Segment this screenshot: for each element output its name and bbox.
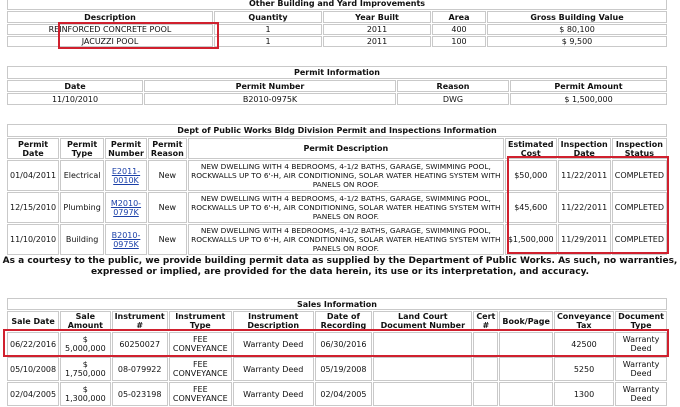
permit-description: NEW DWELLING WITH 4 BEDROOMS, 4-1/2 BATHS, GARAGE, SWIMMING POOL, ROCKWALLS UP TO 6'-H, AIR CONDITIONING, SOLAR WATER HEATING SYSTEM WITH PANELS ON ROOF. [188, 192, 504, 223]
col-header: Permit Reason [148, 138, 187, 159]
permit-type: Electrical [60, 160, 104, 191]
cell: 02/04/2005 [7, 382, 59, 406]
permit-number-link[interactable]: M2010-0797K [110, 198, 142, 217]
inspection-date: 11/29/2011 [558, 224, 611, 255]
cell: FEE CONVEYANCE [169, 332, 232, 356]
section-title: Permit Information [7, 66, 667, 79]
col-header: Permit Number [144, 80, 396, 92]
col-header: Reason [397, 80, 509, 92]
cell [373, 357, 472, 381]
cell: 2011 [323, 24, 431, 35]
cell: FEE CONVEYANCE [169, 357, 232, 381]
cell: 05/10/2008 [7, 357, 59, 381]
col-header: Permit Type [60, 138, 104, 159]
permit-description: NEW DWELLING WITH 4 BEDROOMS, 4-1/2 BATHS, GARAGE, SWIMMING POOL, ROCKWALLS UP TO 6'-H, AIR CONDITIONING, SOLAR WATER HEATING SYSTEM WITH PANELS ON ROOF. [188, 224, 504, 255]
cell: Warranty Deed [233, 382, 314, 406]
col-header: Gross Building Value [487, 11, 667, 23]
cell: 05-023198 [112, 382, 168, 406]
cell: 1 [214, 24, 322, 35]
section-title: Other Building and Yard Improvements [7, 0, 667, 10]
cell: Warranty Deed [615, 382, 667, 406]
inspection-status: COMPLETED [612, 192, 667, 223]
table-row [7, 93, 667, 105]
section-title: Sales Information [7, 298, 667, 310]
col-header: Land Court Document Number [373, 311, 472, 331]
col-header: Permit Date [7, 138, 59, 159]
permit-date: 01/04/2011 [7, 160, 59, 191]
outbuildings-table [6, 0, 668, 48]
table-row [7, 332, 667, 356]
cell: 08-079922 [112, 357, 168, 381]
cell: 60250027 [112, 332, 168, 356]
table-row [7, 160, 667, 191]
table-row [7, 224, 667, 255]
cell: $ 80,100 [487, 24, 667, 35]
col-header: Sale Date [7, 311, 59, 331]
cell: Warranty Deed [615, 357, 667, 381]
cell [499, 357, 553, 381]
cell: REINFORCED CONCRETE POOL [7, 24, 213, 35]
col-header: Sale Amount [60, 311, 110, 331]
cell [473, 357, 498, 381]
cell: $ 1,300,000 [60, 382, 110, 406]
col-header: Estimated Cost [505, 138, 557, 159]
cell: Warranty Deed [615, 332, 667, 356]
cell [473, 332, 498, 356]
cell: $ 1,750,000 [60, 357, 110, 381]
inspection-date: 11/22/2011 [558, 160, 611, 191]
section-title: Dept of Public Works Bldg Division Permit and Inspections Information [7, 124, 667, 137]
permit-date: 11/10/2010 [7, 224, 59, 255]
cell: B2010-0975K [144, 93, 396, 105]
col-header: Year Built [323, 11, 431, 23]
table-row [7, 357, 667, 381]
cell: 05/19/2008 [315, 357, 373, 381]
estimated-cost: $50,000 [505, 160, 557, 191]
cell: 1 [214, 36, 322, 47]
estimated-cost: $45,600 [505, 192, 557, 223]
cell: Warranty Deed [233, 357, 314, 381]
cell: 5250 [554, 357, 614, 381]
permit-description: NEW DWELLING WITH 4 BEDROOMS, 4-1/2 BATHS, GARAGE, SWIMMING POOL, ROCKWALLS UP TO 6'-H, AIR CONDITIONING, SOLAR WATER HEATING SYSTEM WITH PANELS ON ROOF. [188, 160, 504, 191]
permit-info-table [6, 65, 668, 106]
inspection-status: COMPLETED [612, 160, 667, 191]
cell [499, 332, 553, 356]
estimated-cost: $1,500,000 [505, 224, 557, 255]
cell: 400 [432, 24, 486, 35]
col-header: Date of Recording [315, 311, 373, 331]
col-header: Permit Amount [510, 80, 667, 92]
col-header: Area [432, 11, 486, 23]
col-header: Book/Page [499, 311, 553, 331]
permit-date: 12/15/2010 [7, 192, 59, 223]
col-header: Instrument # [112, 311, 168, 331]
permit-reason: New [148, 224, 187, 255]
col-header: Date [7, 80, 143, 92]
col-header: Inspection Status [612, 138, 667, 159]
col-header: Cert # [473, 311, 498, 331]
col-header: Instrument Description [233, 311, 314, 331]
sales-table [6, 297, 668, 407]
col-header: Conveyance Tax [554, 311, 614, 331]
courtesy-notice: As a courtesy to the public, we provide building permit data as supplied by the Department of Public Works. As such, no warranties, expressed or implied, are provided for the data herein, its use or its interpretation, and accuracy. [2, 256, 678, 277]
cell: $ 5,000,000 [60, 332, 110, 356]
cell [473, 382, 498, 406]
permit-reason: New [148, 160, 187, 191]
col-header: Inspection Date [558, 138, 611, 159]
dpw-permits-table [6, 123, 668, 256]
col-header: Description [7, 11, 213, 23]
col-header: Quantity [214, 11, 322, 23]
col-header: Document Type [615, 311, 667, 331]
cell: 42500 [554, 332, 614, 356]
permit-number-link[interactable]: B2010-0975K [111, 230, 141, 249]
col-header: Permit Number [105, 138, 147, 159]
cell: FEE CONVEYANCE [169, 382, 232, 406]
cell: 06/22/2016 [7, 332, 59, 356]
permit-number-link[interactable]: E2011-0010K [111, 166, 141, 185]
permit-type: Plumbing [60, 192, 104, 223]
cell: $ 1,500,000 [510, 93, 667, 105]
table-row [7, 36, 667, 47]
permit-reason: New [148, 192, 187, 223]
cell: 2011 [323, 36, 431, 47]
table-row [7, 24, 667, 35]
cell [499, 382, 553, 406]
table-row [7, 382, 667, 406]
table-row [7, 192, 667, 223]
cell: Warranty Deed [233, 332, 314, 356]
cell [373, 332, 472, 356]
inspection-date: 11/22/2011 [558, 192, 611, 223]
cell: DWG [397, 93, 509, 105]
col-header: Permit Description [188, 138, 504, 159]
col-header: Instrument Type [169, 311, 232, 331]
cell: 02/04/2005 [315, 382, 373, 406]
cell [373, 382, 472, 406]
inspection-status: COMPLETED [612, 224, 667, 255]
cell: 1300 [554, 382, 614, 406]
cell: $ 9,500 [487, 36, 667, 47]
permit-type: Building [60, 224, 104, 255]
cell: 11/10/2010 [7, 93, 143, 105]
cell: JACUZZI POOL [7, 36, 213, 47]
cell: 100 [432, 36, 486, 47]
cell: 06/30/2016 [315, 332, 373, 356]
